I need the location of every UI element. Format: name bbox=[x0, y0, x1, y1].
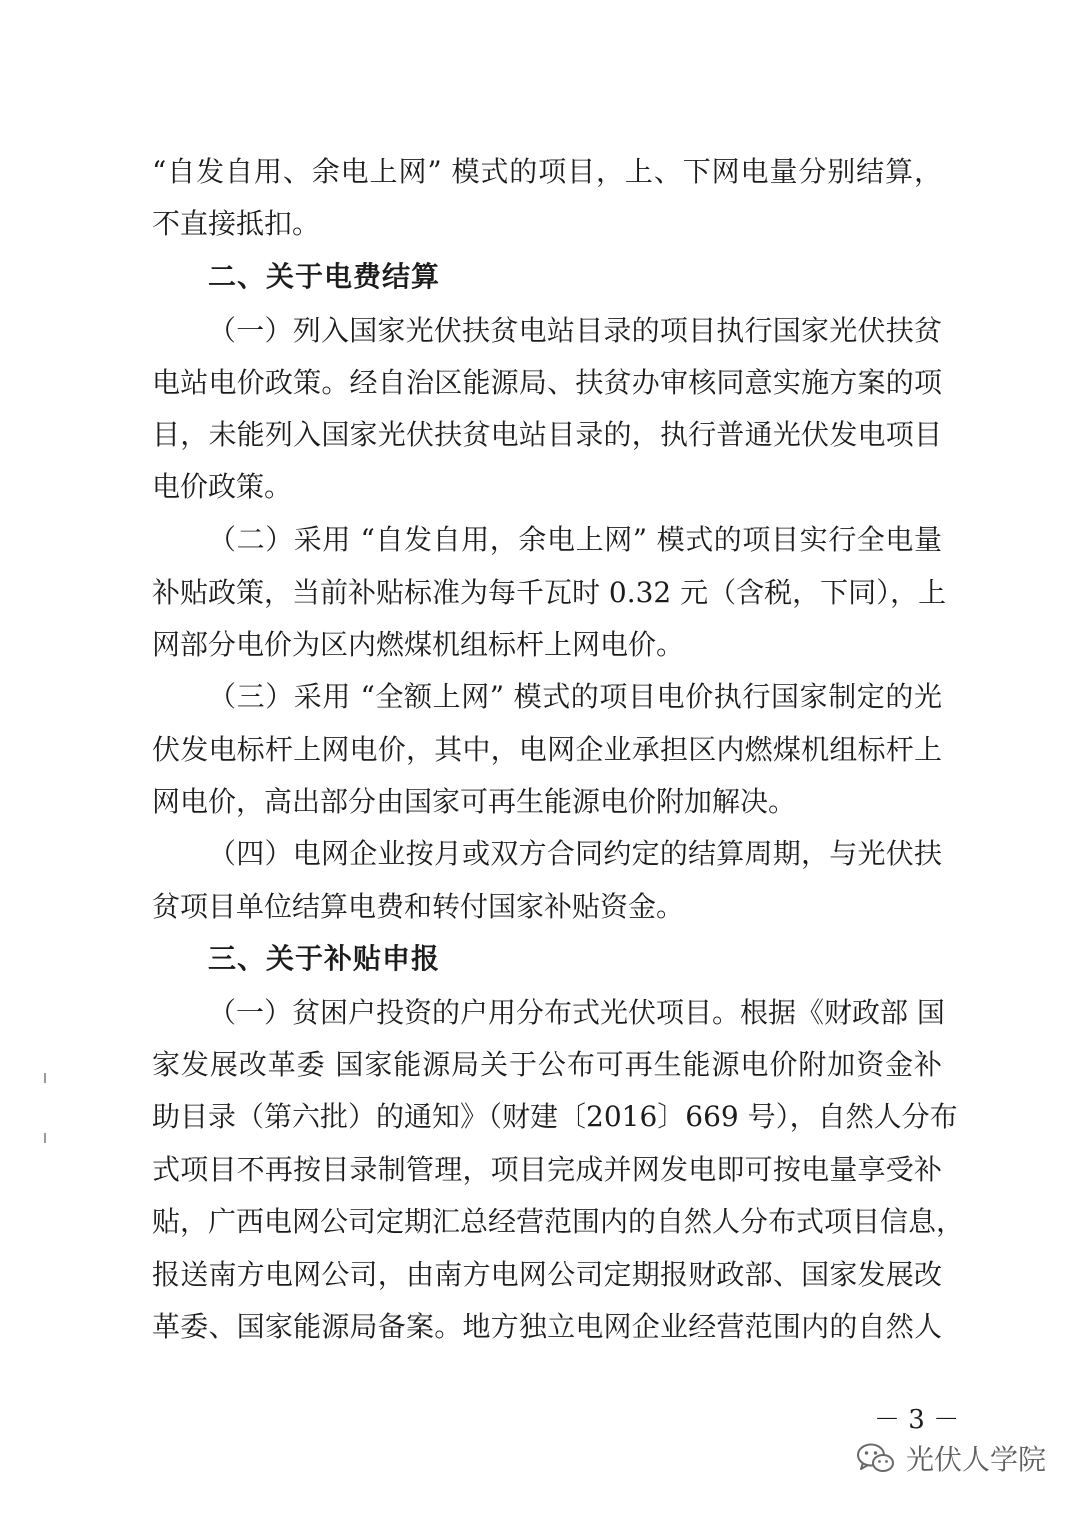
body-line: （一）列入国家光伏扶贫电站目录的项目执行国家光伏扶贫 bbox=[208, 314, 942, 347]
scan-mark bbox=[44, 1133, 46, 1143]
wechat-icon bbox=[856, 1441, 896, 1475]
body-line: 伏发电标杆上网电价，其中，电网企业承担区内燃煤机组标杆上 bbox=[152, 733, 942, 766]
watermark bbox=[856, 1438, 1046, 1478]
body-line: 不直接抵扣。 bbox=[152, 207, 321, 240]
body-line: “自发自用、余电上网” 模式的项目，上、下网电量分别结算， bbox=[152, 155, 942, 188]
body-line: 家发展改革委 国家能源局关于公布可再生能源电价附加资金补 bbox=[152, 1048, 942, 1081]
body-line: 电价政策。 bbox=[152, 470, 293, 503]
body-line: 网部分电价为区内燃煤机组标杆上网电价。 bbox=[152, 628, 685, 661]
body-line: 电站电价政策。经自治区能源局、扶贫办审核同意实施方案的项 bbox=[152, 366, 942, 399]
body-line: 贫项目单位结算电费和转付国家补贴资金。 bbox=[152, 890, 685, 923]
body-line: 助目录（第六批）的通知》（财建〔2016〕669 号），自然人分布 bbox=[152, 1100, 958, 1133]
watermark-text: 光伏人学院 bbox=[906, 1443, 1047, 1476]
section-heading: 二、关于电费结算 bbox=[208, 260, 441, 293]
body-line: （二）采用 “自发自用，余电上网” 模式的项目实行全电量 bbox=[208, 523, 942, 556]
body-line: 网电价，高出部分由国家可再生能源电价附加解决。 bbox=[152, 785, 797, 818]
body-line: 式项目不再按目录制管理，项目完成并网发电即可按电量享受补 bbox=[152, 1153, 942, 1186]
body-line: 补贴政策，当前补贴标准为每千瓦时 0.32 元（含税，下同），上 bbox=[152, 576, 947, 609]
section-heading: 三、关于补贴申报 bbox=[208, 942, 441, 975]
scan-mark bbox=[44, 1073, 46, 1083]
body-line: （四）电网企业按月或双方合同约定的结算周期，与光伏扶 bbox=[208, 837, 942, 870]
body-line: （一）贫困户投资的户用分布式光伏项目。根据《财政部 国 bbox=[208, 996, 945, 1029]
body-line: 报送南方电网公司，由南方电网公司定期报财政部、国家发展改 bbox=[152, 1258, 942, 1291]
body-line: 目，未能列入国家光伏扶贫电站目录的，执行普通光伏发电项目 bbox=[152, 418, 942, 451]
page-number: － 3 － bbox=[874, 1405, 960, 1435]
body-line: 革委、国家能源局备案。地方独立电网企业经营范围内的自然人 bbox=[152, 1310, 942, 1343]
body-line: （三）采用 “全额上网” 模式的项目电价执行国家制定的光 bbox=[208, 680, 942, 713]
body-line: 贴，广西电网公司定期汇总经营范围内的自然人分布式项目信息， bbox=[152, 1205, 965, 1238]
